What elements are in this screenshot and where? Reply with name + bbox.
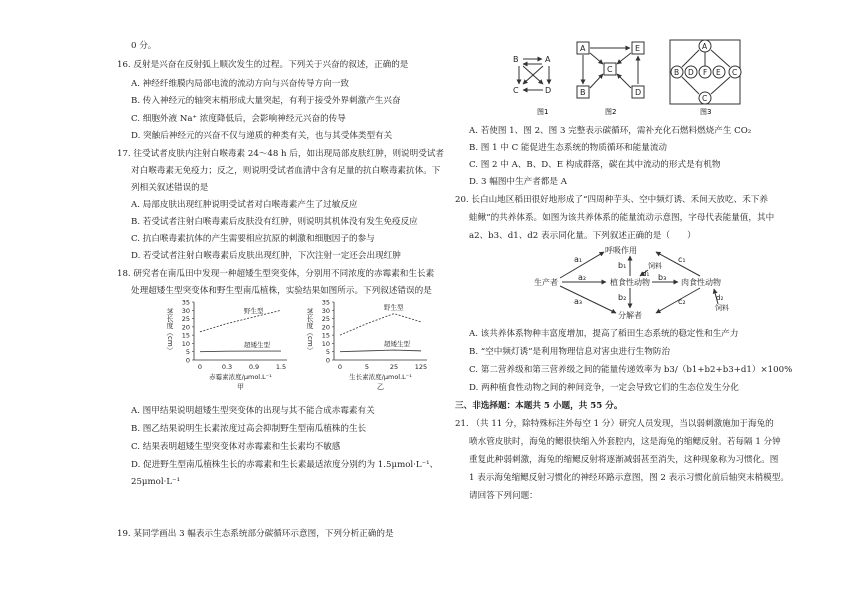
node-decomposer: 分解者 [618, 311, 642, 320]
q21-stem-4: 1 表示海兔缩鳃反射习惯化的神经环路示意图，图 2 表示习惯化前后轴突末梢模型。 [469, 473, 789, 483]
y-tick-label: 20 [321, 323, 330, 332]
svg-text:A: A [580, 44, 586, 53]
q16-option-a: A. 神经纤维膜内局部电流的流动方向与兴奋传导方向一致 [131, 79, 349, 89]
q17-stem-2: 对白喉毒素无免疫力；反之，则说明受试者血清中含有足量的抗白喉毒素抗体。下 [131, 166, 441, 176]
y-tick-label: 5 [185, 348, 190, 357]
series-line-dwarf [340, 350, 421, 352]
q20-option-a: A. 该共养体系物种丰富度增加，提高了稻田生态系统的稳定性和生产力 [469, 329, 739, 339]
q17-option-d: D. 若受试者注射白喉毒素后皮肤出现红肿，下次注射一定还会出现红肿 [131, 251, 401, 261]
label-c2: c₂ [678, 297, 686, 306]
label-d2: d₂ [716, 294, 724, 302]
q18-option-c: C. 结果表明超矮生型突变体对赤霉素和生长素均不敏感 [131, 442, 341, 452]
y-tick-label: 10 [181, 339, 190, 348]
q19-option-c: C. 图 2 中 A、B、D、E 构成群落，碳在其中流动的形式是有机物 [469, 160, 721, 170]
series-line-dwarf [200, 351, 281, 352]
svg-text:B: B [674, 68, 680, 77]
label-feed-2: 饲料 [715, 304, 729, 312]
q19-option-d: D. 3 幅图中生产者都是 A [469, 177, 567, 187]
q20-stem-3: a2、b3、d1、d2 表示同化量。下列叙述正确的是（ ） [469, 231, 696, 241]
y-tick-label: 25 [321, 315, 330, 324]
q18-option-d-2: 25μmol·L⁻¹ [131, 477, 181, 487]
series-line-wild-type [200, 310, 281, 332]
svg-text:E: E [716, 68, 721, 77]
figure-3 [670, 40, 741, 104]
q18-option-a: A. 图甲结果说明超矮生型突变体的出现与其不能合成赤霉素有关 [131, 406, 375, 416]
x-tick-label: 0 [337, 363, 343, 371]
q21-stem-5: 请回答下列问题： [469, 491, 538, 501]
x-tick-label: 25 [389, 363, 399, 371]
svg-text:E: E [635, 44, 641, 53]
y-tick-label: 15 [181, 331, 190, 340]
label-b2: b₂ [618, 293, 627, 302]
energy-flow-diagram [530, 242, 740, 324]
figure-1-caption: 图1 [537, 108, 549, 116]
series-line-wild-type [340, 314, 421, 336]
y-tick-label: 30 [321, 306, 330, 315]
svg-text:F: F [703, 68, 708, 77]
series-label: 野生型 [384, 303, 404, 312]
series-label: 超矮生型 [244, 341, 270, 350]
y-tick-label: 30 [181, 306, 190, 315]
figure-2-caption: 图2 [605, 108, 617, 116]
q16-option-d: D. 突触后神经元的兴奋不仅与递质的种类有关，也与其受体类型有关 [131, 131, 393, 141]
y-tick-label: 20 [181, 323, 190, 332]
y-tick-label: 15 [321, 331, 330, 340]
q21-stem-1: 21. （共 11 分，除特殊标注外每空 1 分）研究人员发现，当以弱刺激施加于海兔的 [455, 419, 774, 429]
x-axis-label: 生长素浓度/μmol.L⁻¹ [349, 373, 412, 381]
svg-text:C: C [607, 65, 613, 74]
y-tick-label: 0 [325, 356, 330, 365]
chart-caption: 乙 [377, 383, 384, 391]
x-tick-label: 0.3 [221, 363, 233, 371]
label-a2: a₂ [578, 273, 587, 282]
label-c1: c₁ [678, 255, 686, 264]
svg-text:D: D [545, 86, 552, 95]
q18-stem-2: 处理超矮生型突变体和野生型南瓜植株，实验结果如图所示。下列叙述错误的是 [131, 286, 432, 296]
node-producer: 生产者 [534, 278, 558, 287]
svg-text:A: A [702, 42, 708, 51]
q18-charts [162, 298, 442, 398]
q18-option-b: B. 图乙结果说明生长素浓度过高会抑制野生型南瓜植株的生长 [131, 424, 367, 434]
prev-score-tail: 0 分。 [131, 41, 157, 51]
node-respiration: 呼吸作用 [605, 246, 637, 255]
q17-option-c: C. 抗白喉毒素抗体的产生需要相应抗原的刺激和细胞因子的参与 [131, 234, 375, 244]
q17-option-b: B. 若受试者注射白喉毒素后皮肤没有红肿，则说明其机体没有发生免疫反应 [131, 217, 418, 227]
svg-text:B: B [580, 88, 586, 97]
figure-1 [513, 55, 551, 95]
label-feed-1: 饲料 [648, 262, 662, 270]
label-b3: b₃ [658, 273, 667, 282]
q18-option-d-1: D. 促进野生型南瓜植株生长的赤霉素和生长素最适浓度分别约为 1.5μmol·L⁻¹、 [131, 460, 439, 470]
svg-text:C: C [732, 68, 738, 77]
node-carnivore: 肉食性动物 [681, 278, 721, 287]
label-a3: a₃ [574, 297, 583, 306]
q20-option-c: C. 第二营养级和第三营养级之间的能量传递效率为 b3/（b1+b2+b3+d1）×100% [469, 365, 793, 375]
q16-option-b: B. 传入神经元的轴突末梢形成大量突起，有利于接受外界刺激产生兴奋 [131, 96, 401, 106]
q17-stem-1: 17. 往受试者皮肤内注射白喉毒素 24～48 h 后，如出现局部皮肤红肿，则说明受试者 [117, 149, 445, 159]
svg-text:C: C [513, 86, 519, 95]
x-tick-label: 1.5 [275, 363, 287, 371]
q20-stem-1: 20. 长白山地区稻田很好地形成了“四周种芋头、空中频灯诱、禾间天放吃、禾下养 [455, 195, 768, 205]
x-tick-label: 5 [364, 363, 370, 371]
q19-stem: 19. 某同学画出 3 幅表示生态系统部分碳循环示意图，下列分析正确的是 [117, 529, 394, 539]
x-tick-label: 0.9 [248, 363, 260, 371]
y-axis-label: 茎长度（cm） [306, 308, 314, 354]
series-label: 野生型 [244, 306, 264, 315]
label-a1: a₁ [574, 255, 583, 264]
section-3-heading: 三、非选择题：本题共 5 小题，共 55 分。 [455, 401, 623, 411]
figure-3-caption: 图3 [700, 108, 712, 116]
label-b1: b₁ [618, 261, 627, 270]
y-tick-label: 5 [325, 348, 330, 357]
y-tick-label: 35 [181, 298, 190, 307]
q19-option-a: A. 若使图 1、图 2、图 3 完整表示碳循环，需补充化石燃料燃烧产生 CO₂ [469, 126, 752, 136]
x-axis-label: 赤霉素浓度/μmol.L⁻¹ [209, 373, 272, 381]
svg-text:C: C [702, 94, 708, 103]
y-tick-label: 25 [181, 315, 190, 324]
q19-option-b: B. 图 1 中 C 能促进生态系统的物质循环和能量流动 [469, 143, 668, 153]
x-tick-label: 0 [197, 363, 203, 371]
svg-text:D: D [688, 68, 694, 77]
q17-option-a: A. 局部皮肤出现红肿说明受试者对白喉毒素产生了过敏反应 [131, 200, 358, 210]
y-tick-label: 0 [185, 356, 190, 365]
q21-stem-2: 喷水管皮肤时，海兔的鳃很快缩入外套腔内，这是海兔的缩鳃反射。若每隔 1 分钟 [469, 437, 781, 447]
carbon-cycle-figures [505, 36, 795, 116]
svg-text:A: A [545, 55, 551, 64]
label-d1: d₁ [642, 270, 650, 278]
y-tick-label: 10 [321, 339, 330, 348]
q20-option-d: D. 两种植食性动物之间的种间竞争，一定会导致它们的生态位发生分化 [469, 383, 739, 393]
y-tick-label: 35 [321, 298, 330, 307]
q17-stem-3: 列相关叙述错误的是 [131, 183, 209, 193]
x-tick-label: 125 [414, 363, 428, 371]
q20-stem-2: 蛙鳅”的共养体系。如图为该共养体系的能量流动示意图，字母代表能量值，其中 [469, 213, 775, 223]
q20-option-b: B. “空中频灯诱”是利用物理信息对害虫进行生物防治 [469, 347, 671, 357]
q18-stem-1: 18. 研究者在南瓜田中发现一种超矮生型突变体，分别用不同浓度的赤霉素和生长素 [117, 269, 435, 279]
series-label: 超矮生型 [384, 340, 410, 349]
figure-2 [577, 42, 644, 98]
q16-option-c: C. 细胞外液 Na⁺ 浓度降低后，会影响神经元兴奋的传导 [131, 114, 346, 124]
svg-text:D: D [635, 88, 642, 97]
y-axis-label: 茎长度（cm） [166, 308, 174, 354]
chart-caption: 甲 [237, 383, 244, 391]
svg-text:B: B [513, 55, 519, 64]
q16-stem: 16. 反射是兴奋在反射弧上顺次发生的过程。下列关于兴奋的叙述，正确的是 [117, 60, 409, 70]
node-herbivore: 植食性动物 [610, 278, 650, 287]
q21-stem-3: 重复此种弱刺激，海兔的缩鳃反射将逐渐减弱甚至消失，这种现象称为习惯化。图 [469, 455, 779, 465]
